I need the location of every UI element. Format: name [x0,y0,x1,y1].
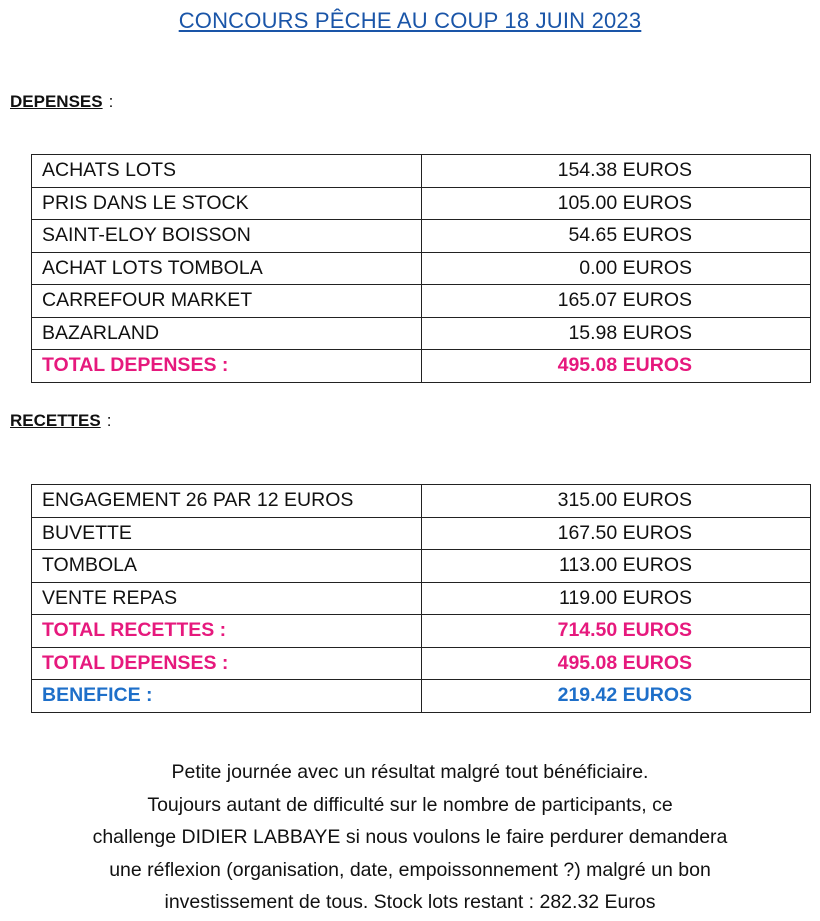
row-label: BAZARLAND [32,317,422,350]
recettes-heading-colon: : [106,411,112,430]
total-depenses-label: TOTAL DEPENSES : [32,647,422,680]
table-row [32,582,811,615]
row-value: 167.50 EUROS [422,517,811,550]
table-row [32,187,811,220]
row-value: 113.00 EUROS [422,550,811,583]
table-row [32,220,811,253]
closing-note [0,756,820,919]
total-recettes-value: 714.50 EUROS [422,615,811,648]
row-value: 154.38 EUROS [422,155,811,188]
row-label: ACHAT LOTS TOMBOLA [32,252,422,285]
note-line: challenge DIDIER LABBAYE si nous voulons le faire perdurer demandera [92,826,728,848]
total-depenses-value: 495.08 EUROS [422,647,811,680]
row-label: TOMBOLA [32,550,422,583]
total-depenses-row [32,350,811,383]
total-depenses-row [32,647,811,680]
recettes-heading-text: RECETTES [10,411,101,430]
page-title: CONCOURS PÊCHE AU COUP 18 JUIN 2023 [178,8,642,33]
row-value: 315.00 EUROS [422,485,811,518]
note-line: Toujours autant de difficulté sur le nombre de participants, ce [147,793,673,816]
total-recettes-label: TOTAL RECETTES : [32,615,422,648]
row-value: 105.00 EUROS [422,187,811,220]
row-label: PRIS DANS LE STOCK [32,187,422,220]
benefice-row [32,680,811,713]
row-label: ACHATS LOTS [32,155,422,188]
table-row [32,550,811,583]
depenses-heading-colon: : [108,92,114,111]
table-row [32,517,811,550]
row-value: 165.07 EUROS [422,285,811,318]
row-label: VENTE REPAS [32,582,422,615]
note-line: Petite journée avec un résultat malgré tout bénéficiaire. [171,761,649,783]
benefice-label: BENEFICE : [32,680,422,713]
row-label: CARREFOUR MARKET [32,285,422,318]
total-recettes-row [32,615,811,648]
benefice-value: 219.42 EUROS [422,680,811,713]
row-label: SAINT-ELOY BOISSON [32,220,422,253]
note-line: investissement de tous. Stock lots restant : 282.32 Euros [164,891,656,913]
row-label: ENGAGEMENT 26 PAR 12 EUROS [32,485,422,518]
table-row [32,252,811,285]
depenses-table [31,154,811,383]
row-value: 0.00 EUROS [422,252,811,285]
row-value: 54.65 EUROS [422,220,811,253]
total-depenses-label: TOTAL DEPENSES : [32,350,422,383]
depenses-heading-text: DEPENSES [10,92,103,111]
row-value: 15.98 EUROS [422,317,811,350]
recettes-table [31,484,811,713]
depenses-heading [10,92,113,112]
row-label: BUVETTE [32,517,422,550]
table-row [32,485,811,518]
table-row [32,317,811,350]
table-row [32,285,811,318]
total-depenses-value: 495.08 EUROS [422,350,811,383]
row-value: 119.00 EUROS [422,582,811,615]
table-row [32,155,811,188]
recettes-heading [10,411,111,431]
note-line: une réflexion (organisation, date, empoissonnement ?) malgré un bon [109,858,711,881]
